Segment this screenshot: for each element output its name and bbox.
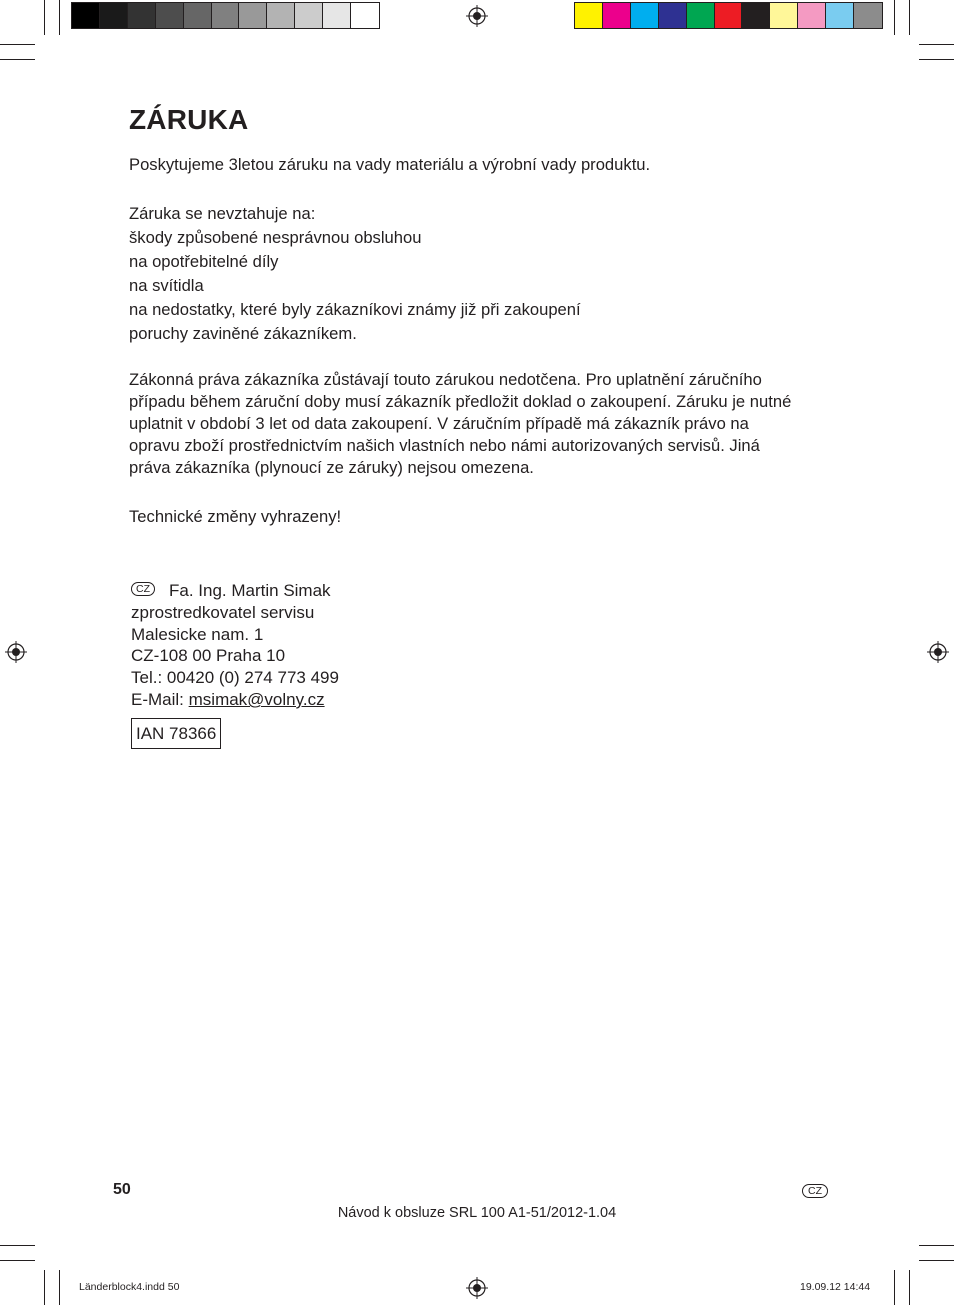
country-badge: CZ [131, 582, 155, 596]
page-title: ZÁRUKA [129, 104, 249, 135]
service-phone: Tel.: 00420 (0) 274 773 499 [131, 668, 339, 687]
grayscale-swatch [212, 3, 240, 28]
grayscale-swatch [239, 3, 267, 28]
exclusions-heading: Záruka se nevztahuje na: [129, 204, 316, 223]
color-swatch [826, 3, 854, 28]
grayscale-color-bar [71, 2, 380, 29]
legal-rights-line: případu během záruční doby musí zákazník předložit doklad o zakoupení. Záruku je nutné [129, 392, 792, 411]
slug-file: Länderblock4.indd 50 [79, 1281, 180, 1293]
legal-rights-line: Zákonná práva zákazníka zůstávají touto zárukou nedotčena. Pro uplatnění záručního [129, 370, 762, 389]
registration-mark-icon [927, 641, 949, 663]
grayscale-swatch [100, 3, 128, 28]
page-number: 50 [113, 1181, 131, 1198]
company-name: Fa. Ing. Martin Simak [169, 581, 331, 600]
grayscale-swatch [267, 3, 295, 28]
process-color-bar [574, 2, 883, 29]
color-swatch [687, 3, 715, 28]
exclusion-item: škody způsobené nesprávnou obsluhou [129, 228, 422, 247]
color-swatch [715, 3, 743, 28]
exclusion-item: na svítidla [129, 276, 204, 295]
registration-mark-icon [466, 1277, 488, 1299]
legal-rights-line: práva zákazníka (plynoucí ze záruky) nejsou omezena. [129, 458, 534, 477]
color-swatch [798, 3, 826, 28]
service-company [131, 580, 331, 602]
grayscale-swatch [323, 3, 351, 28]
registration-mark-icon [5, 641, 27, 663]
country-badge: CZ [802, 1184, 828, 1198]
color-swatch [575, 3, 603, 28]
service-role: zprostredkovatel servisu [131, 603, 315, 622]
color-swatch [603, 3, 631, 28]
service-city: CZ-108 00 Praha 10 [131, 646, 286, 665]
exclusion-item: na nedostatky, které byly zákazníkovi známy již při zakoupení [129, 300, 581, 319]
grayscale-swatch [295, 3, 323, 28]
grayscale-swatch [184, 3, 212, 28]
technical-changes-note: Technické změny vyhrazeny! [129, 507, 342, 526]
warranty-intro: Poskytujeme 3letou záruku na vady materiálu a výrobní vady produktu. [129, 155, 651, 174]
email-label: E-Mail: [131, 690, 189, 709]
email-link[interactable]: msimak@volny.cz [188, 690, 325, 709]
manual-reference: Návod k obsluze SRL 100 A1-51/2012-1.04 [337, 1205, 617, 1221]
exclusion-item: poruchy zaviněné zákazníkem. [129, 324, 357, 343]
grayscale-swatch [351, 3, 379, 28]
color-swatch [631, 3, 659, 28]
grayscale-swatch [128, 3, 156, 28]
service-email-line [131, 689, 325, 711]
slug-datetime: 19.09.12 14:44 [800, 1281, 871, 1293]
legal-rights-line: opravu zboží prostřednictvím našich vlastních nebo námi autorizovaných servisů. Jiná [129, 436, 760, 455]
registration-mark-icon [466, 5, 488, 27]
ian-box: IAN 78366 [131, 718, 221, 749]
exclusion-item: na opotřebitelné díly [129, 252, 279, 271]
color-swatch [742, 3, 770, 28]
color-swatch [659, 3, 687, 28]
grayscale-swatch [156, 3, 184, 28]
service-street: Malesicke nam. 1 [131, 625, 264, 644]
color-swatch [770, 3, 798, 28]
color-swatch [854, 3, 882, 28]
legal-rights-line: uplatnit v období 3 let od data zakoupení. V záručním případě má zákazník právo na [129, 414, 749, 433]
grayscale-swatch [72, 3, 100, 28]
